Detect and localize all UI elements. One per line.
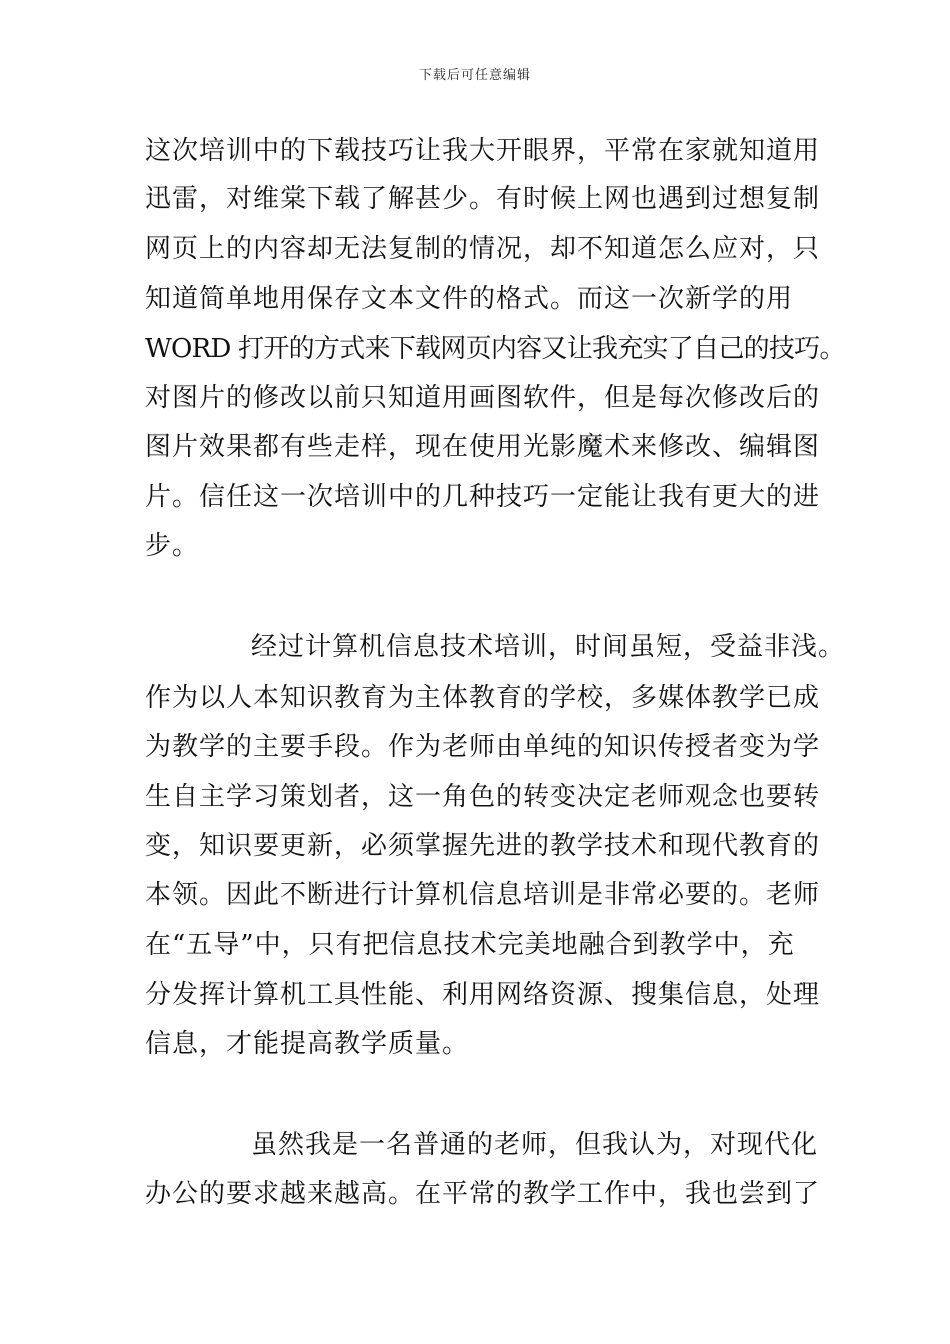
text-line: 生自主学习策划者，这一角色的转变决定老师观念也要转: [145, 782, 821, 812]
text-line: 步。: [145, 531, 200, 561]
text-line: 迅雷，对维棠下载了解甚少。有时候上网也遇到过想复制: [145, 184, 821, 214]
text-line: 知道简单地用保存文本文件的格式。而这一次新学的用: [145, 284, 794, 314]
text-line: 经过计算机信息技术培训，时间虽短，受益非浅。: [251, 632, 846, 662]
text-line: 图片效果都有些走样，现在使用光影魔术来修改、编辑图: [145, 432, 821, 462]
text-line: 信息，才能提高教学质量。: [145, 1029, 470, 1059]
text-line: 作为以人本知识教育为主体教育的学校，多媒体教学已成: [145, 683, 821, 713]
text-line: 网页上的内容却无法复制的情况，却不知道怎么应对，只: [145, 234, 821, 264]
text-line: 本领。因此不断进行计算机信息培训是非常必要的。老师: [145, 880, 821, 910]
text-line: 对图片的修改以前只知道用画图软件，但是每次修改后的: [145, 383, 821, 413]
text-line: 为教学的主要手段。作为老师由单纯的知识传授者变为学: [145, 732, 821, 762]
text-line: 这次培训中的下载技巧让我大开眼界，平常在家就知道用: [145, 136, 821, 166]
text-line: 在“五导”中，只有把信息技术完美地融合到教学中，充: [145, 930, 795, 960]
text-line: 分发挥计算机工具性能、利用网络资源、搜集信息，处理: [145, 980, 821, 1010]
text-line: 虽然我是一名普通的老师，但我认为，对现代化: [251, 1130, 819, 1160]
text-line: 片。信任这一次培训中的几种技巧一定能让我有更大的进: [145, 482, 821, 512]
page-header: 下载后可任意编辑: [418, 68, 531, 83]
text-line: WORD 打开的方式来下载网页内容又让我充实了自己的技巧。: [145, 334, 845, 364]
text-line: 办公的要求越来越高。在平常的教学工作中，我也尝到了: [145, 1179, 821, 1209]
text-line: 变，知识要更新，必须掌握先进的教学技术和现代教育的: [145, 831, 821, 861]
